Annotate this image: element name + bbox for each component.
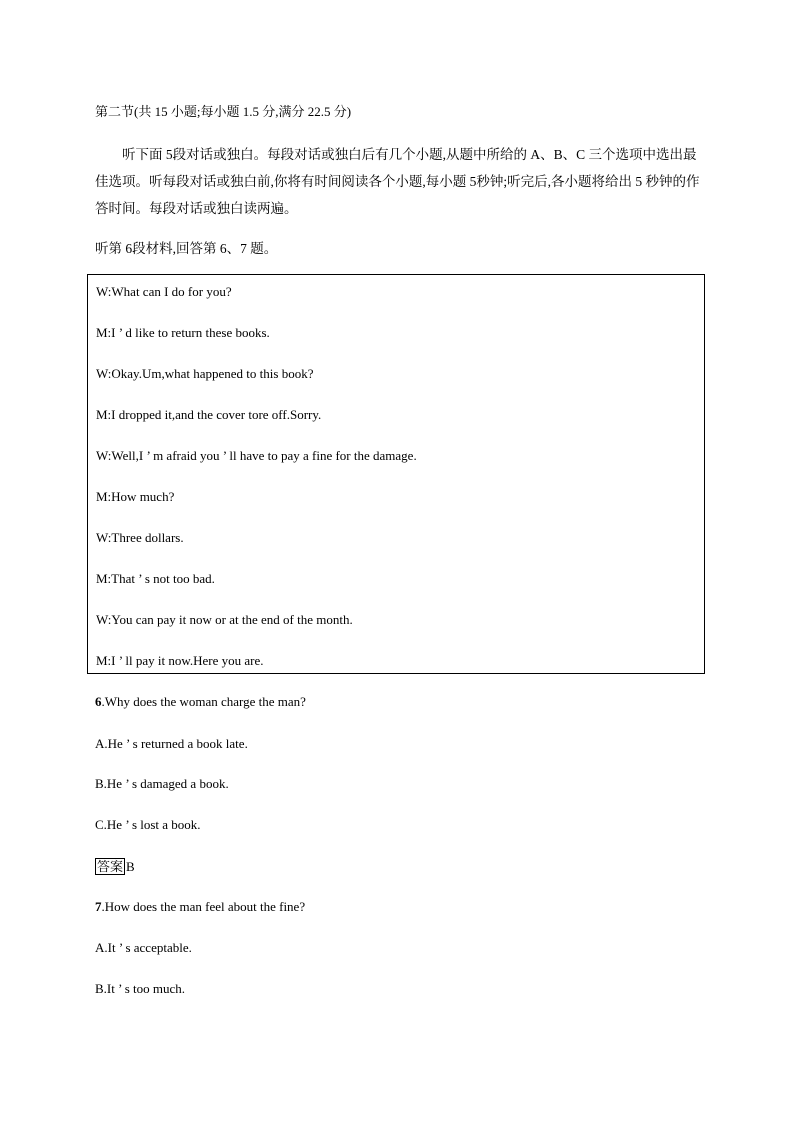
option-a: A.He ’ s returned a book late. — [95, 736, 248, 751]
dialog-line: M:I ’ d like to return these books. — [96, 325, 270, 340]
dialog-line: W:What can I do for you? — [96, 284, 232, 299]
answer-row — [95, 856, 135, 875]
material-heading: 听第 6段材料,回答第 6、7 题。 — [95, 241, 278, 256]
question-text: .How does the man feel about the fine? — [101, 899, 306, 914]
instructions-text: 听下面 5段对话或独白。每段对话或独白后有几个小题,从题中所给的 A、B、C 三个选项中选出最佳选项。听每段对话或独白前,你将有时间阅读各个小题,每小题 5秒钟;听完后,各小题将给出 5 秒钟的作答时间。每段对话或独白读两遍。 — [95, 147, 700, 216]
question-6 — [95, 694, 306, 710]
option-b: B.He ’ s damaged a book. — [95, 776, 229, 791]
question-7 — [95, 899, 305, 915]
answer-value: B — [126, 859, 135, 874]
answer-badge: 答案 — [97, 859, 124, 874]
dialog-line: M:I dropped it,and the cover tore off.Sorry. — [96, 407, 322, 422]
option-c: C.He ’ s lost a book. — [95, 817, 201, 832]
question-text: .Why does the woman charge the man? — [101, 694, 306, 709]
question-number: 6 — [95, 694, 102, 709]
dialog-line: M:I ’ ll pay it now.Here you are. — [96, 653, 264, 668]
option-a: A.It ’ s acceptable. — [95, 940, 192, 955]
dialog-line: M:That ’ s not too bad. — [96, 571, 215, 586]
section-title: 第二节(共 15 小题;每小题 1.5 分,满分 22.5 分) — [95, 104, 352, 119]
question-number: 7 — [95, 899, 102, 914]
dialog-line: W:You can pay it now or at the end of the month. — [96, 612, 353, 627]
instructions — [95, 141, 705, 222]
dialog-box — [87, 274, 705, 674]
dialog-line: W:Well,I ’ m afraid you ’ ll have to pay a fine for the damage. — [96, 448, 417, 463]
dialog-line: W:Okay.Um,what happened to this book? — [96, 366, 314, 381]
dialog-line: M:How much? — [96, 489, 175, 504]
option-b: B.It ’ s too much. — [95, 981, 186, 996]
dialog-line: W:Three dollars. — [96, 530, 184, 545]
